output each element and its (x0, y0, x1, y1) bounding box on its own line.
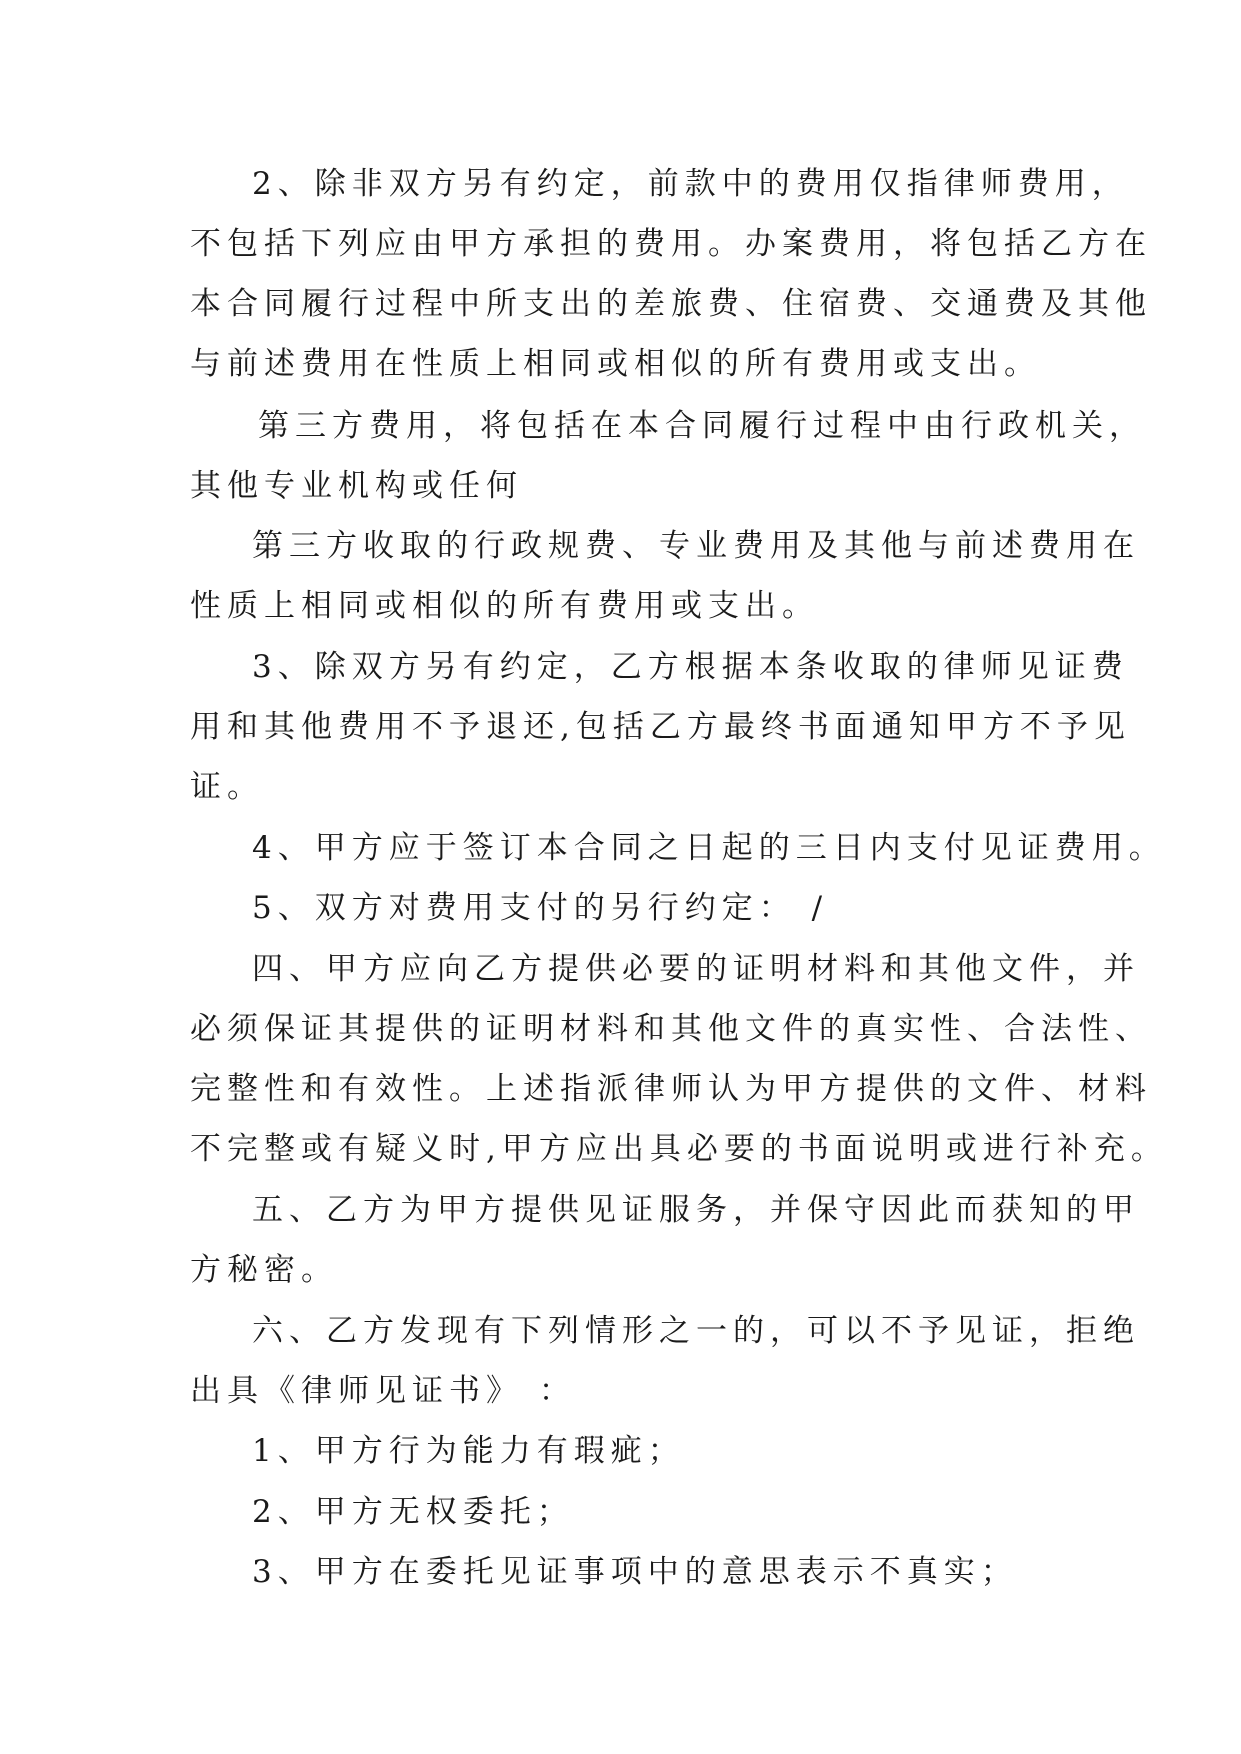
text-line: 3、除双方另有约定，乙方根据本条收取的律师见证费 (252, 649, 1129, 685)
text-line: 2、甲方无权委托； (252, 1494, 574, 1530)
text-line: 证。 (190, 769, 264, 805)
text-line: 与前述费用在性质上相同或相似的所有费用或支出。 (190, 346, 1041, 382)
text-line: 本合同履行过程中所支出的差旅费、住宿费、交通费及其他 (190, 286, 1152, 322)
text-line: 不包括下列应由甲方承担的费用。办案费用，将包括乙方在 (190, 226, 1152, 262)
text-line: 1、甲方行为能力有瑕疵； (252, 1433, 685, 1469)
text-line: 第三方收取的行政规费、专业费用及其他与前述费用在 (252, 528, 1140, 564)
text-line: 四、甲方应向乙方提供必要的证明材料和其他文件，并 (252, 951, 1140, 987)
text-line: 方秘密。 (190, 1252, 338, 1288)
text-line: 性质上相同或相似的所有费用或支出。 (190, 588, 819, 624)
text-line: 必须保证其提供的证明材料和其他文件的真实性、合法性、 (190, 1011, 1152, 1047)
text-line: 3、甲方在委托见证事项中的意思表示不真实； (252, 1554, 1018, 1590)
text-line: 六、乙方发现有下列情形之一的，可以不予见证，拒绝 (252, 1313, 1140, 1349)
text-line: 第三方费用，将包括在本合同履行过程中由行政机关， (258, 408, 1146, 444)
text-line: 4、甲方应于签订本合同之日起的三日内支付见证费用。 (252, 830, 1166, 866)
text-line: 不完整或有疑义时,甲方应出具必要的书面说明或进行补充。 (190, 1131, 1168, 1167)
text-line: 2、除非双方另有约定，前款中的费用仅指律师费用， (252, 166, 1129, 202)
text-line: 其他专业机构或任何 (190, 468, 523, 504)
text-line: 5、双方对费用支付的另行约定： / (252, 890, 829, 926)
text-line: 用和其他费用不予退还,包括乙方最终书面通知甲方不予见 (190, 709, 1131, 745)
text-line: 五、乙方为甲方提供见证服务，并保守因此而获知的甲 (252, 1192, 1140, 1228)
text-line: 出具《律师见证书》 ： (190, 1373, 576, 1409)
text-line: 完整性和有效性。上述指派律师认为甲方提供的文件、材料 (190, 1071, 1152, 1107)
